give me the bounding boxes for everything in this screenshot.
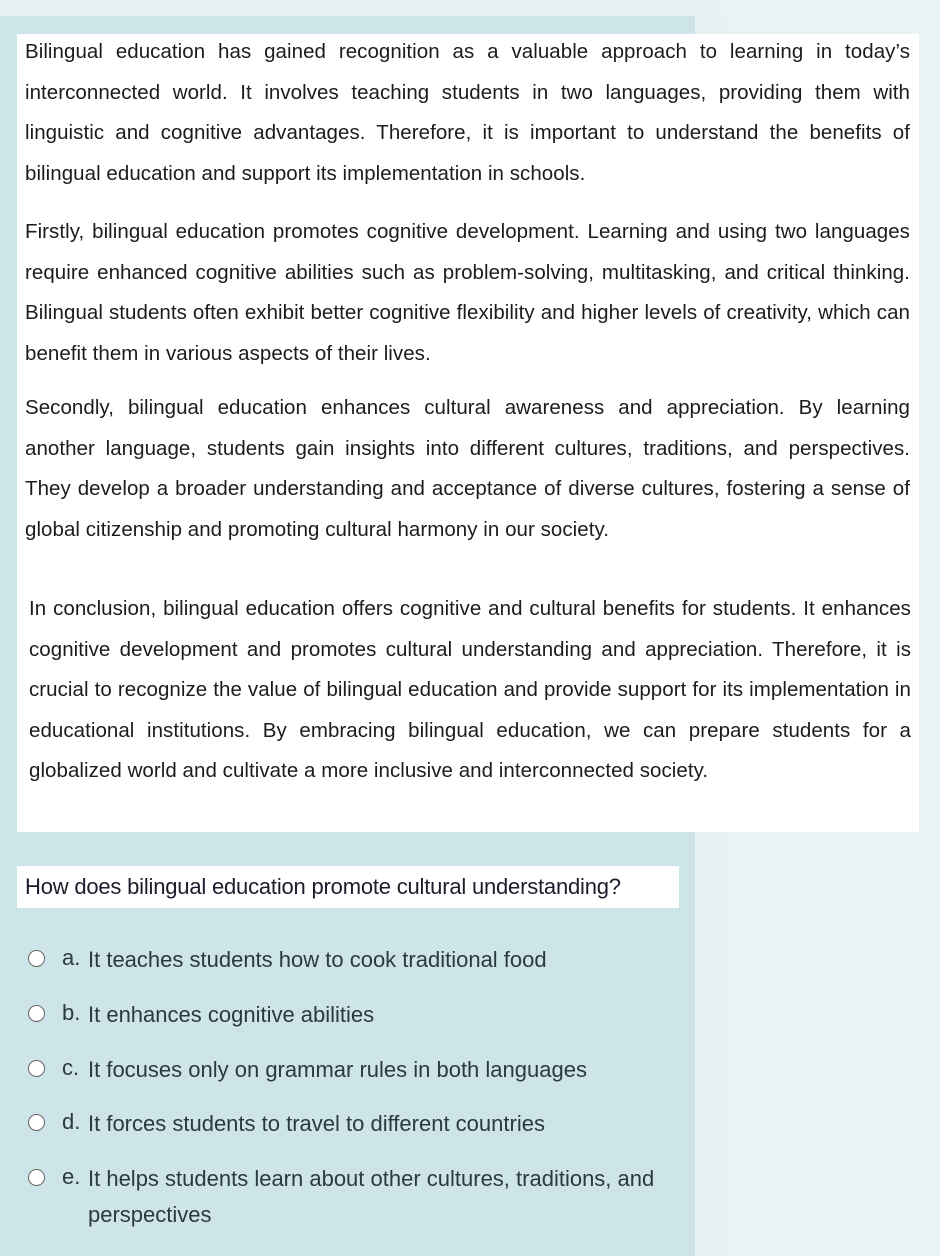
radio-button-d[interactable] bbox=[28, 1114, 45, 1131]
reading-passage bbox=[17, 34, 919, 832]
passage-paragraph-3: Secondly, bilingual education enhances cultural awareness and appreciation. By learning another language, students gain insights into different cultures, traditions, and perspectives. They develop a broader understanding and acceptance of diverse cultures, fostering a sense of global citizenship and promoting cultural harmony in our society. bbox=[25, 396, 910, 541]
option-d-text: It forces students to travel to different countries bbox=[88, 1111, 545, 1136]
option-a-letter: a. bbox=[62, 945, 81, 970]
option-c-letter: c. bbox=[62, 1055, 80, 1080]
question-prompt bbox=[17, 866, 679, 908]
option-e-text: It helps students learn about other cultures, traditions, and perspectives bbox=[88, 1166, 655, 1227]
option-e-letter: e. bbox=[62, 1164, 81, 1189]
radio-button-c[interactable] bbox=[28, 1060, 45, 1077]
passage-paragraph-1: Bilingual education has gained recognition as a valuable approach to learning in today’s interconnected world. It involves teaching students in two languages, providing them with linguistic and cognitive advantages. Therefore, it is important to understand the benefits of bilingual education and support its implementation in schools. bbox=[25, 40, 910, 185]
radio-button-b[interactable] bbox=[28, 1005, 45, 1022]
option-a-text: It teaches students how to cook traditional food bbox=[88, 947, 547, 972]
radio-button-a[interactable] bbox=[28, 950, 45, 967]
passage-paragraph-4: In conclusion, bilingual education offers cognitive and cultural benefits for students. It enhances cognitive development and promotes cultural understanding and appreciation. Therefore, it is crucial to recognize the value of bilingual education and provide support for its implementation in educational institutions. By embracing bilingual education, we can prepare students for a globalized world and cultivate a more inclusive and interconnected society. bbox=[29, 597, 911, 782]
option-c-text: It focuses only on grammar rules in both languages bbox=[88, 1057, 587, 1082]
option-d-letter: d. bbox=[62, 1109, 81, 1134]
option-b-text: It enhances cognitive abilities bbox=[88, 1002, 375, 1027]
option-b-letter: b. bbox=[62, 1000, 81, 1025]
passage-paragraph-2: Firstly, bilingual education promotes cognitive development. Learning and using two languages require enhanced cognitive abilities such as problem-solving, multitasking, and critical thinking. Bilingual students often exhibit better cognitive flexibility and higher levels of creativity, which can benefit them in various aspects of their lives. bbox=[25, 220, 910, 365]
question-text: How does bilingual education promote cultural understanding? bbox=[25, 874, 621, 899]
radio-button-e[interactable] bbox=[28, 1169, 45, 1186]
